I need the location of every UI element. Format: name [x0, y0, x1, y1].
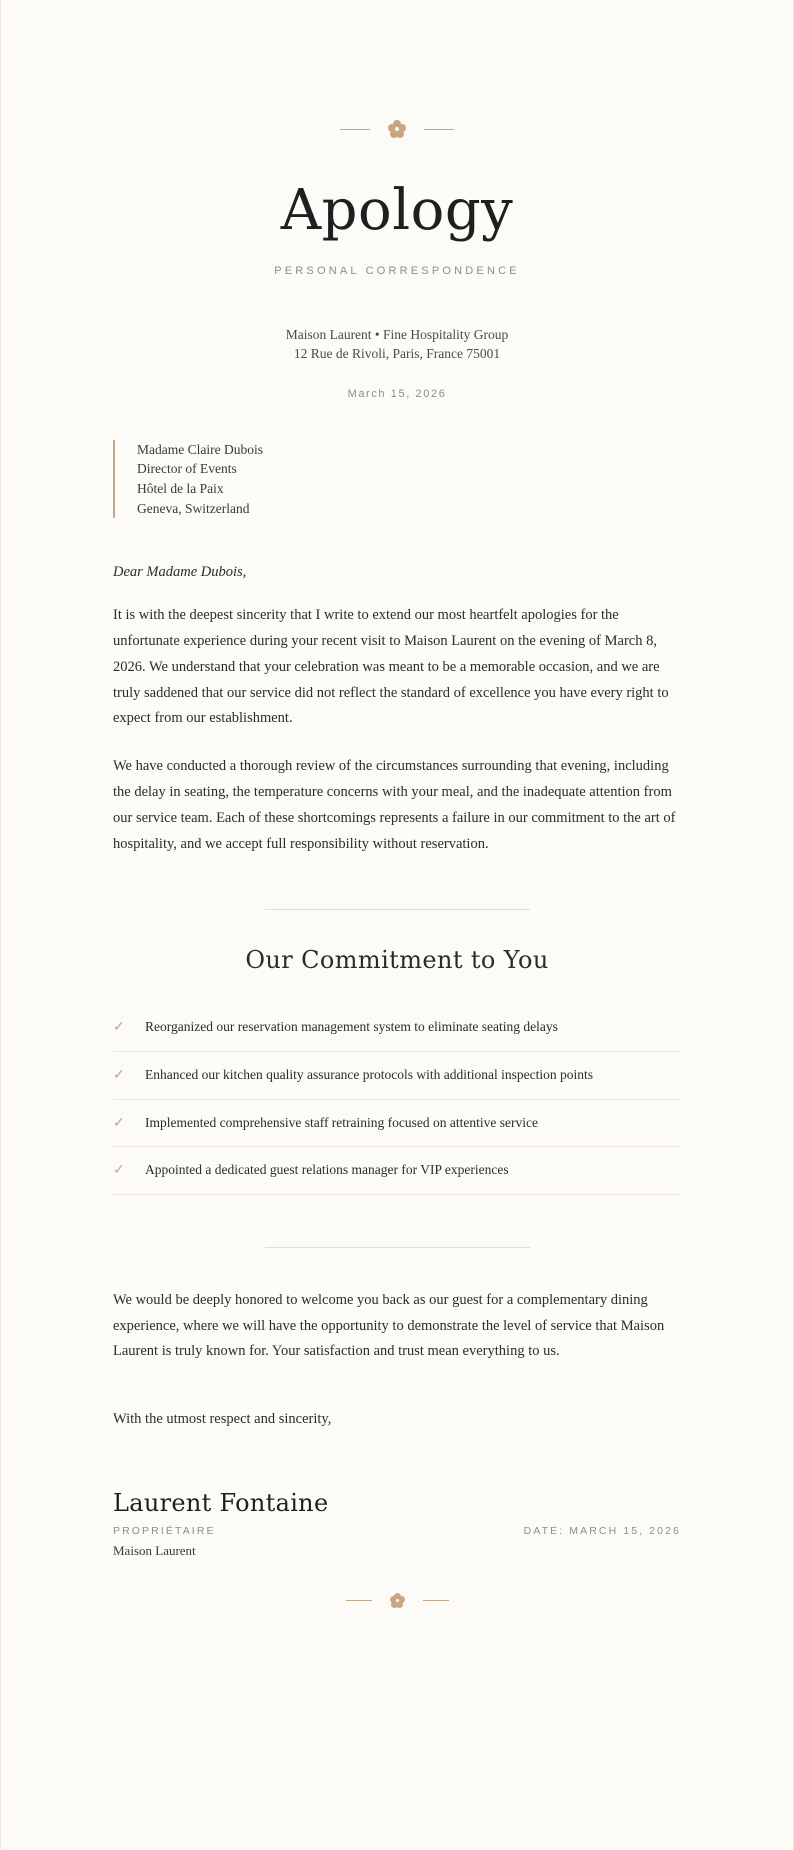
page-subtitle: PERSONAL CORRESPONDENCE [274, 264, 520, 277]
signature-block [113, 1489, 681, 1559]
section-divider-bottom [265, 1247, 530, 1248]
flower-icon [390, 1593, 405, 1608]
list-item-label: Implemented comprehensive staff retraining focused on attentive service [145, 1114, 538, 1130]
signature-role: PROPRIÉTAIRE [113, 1524, 216, 1537]
body-paragraph-1: It is with the deepest sincerity that I write to extend our most heartfelt apologies for the unfortunate experience during your recent visit to Maison Laurent on the evening of March 8, 2026. We understand that your celebration was meant to be a memorable occasion, and we are truly saddened that our service did not reflect the standard of excellence you have every right to expect from our establishment. [113, 607, 669, 727]
body-paragraph-2: We have conducted a thorough review of the circumstances surrounding that evening, including the delay in seating, the temperature concerns with your meal, and the inadequate attention from our service team. Each of these shortcomings represents a failure in our commitment to the art of hospitality, and we accept full responsibility without reservation. [113, 758, 676, 852]
sender-company: Maison Laurent • Fine Hospitality Group [285, 326, 509, 342]
recipient-block [113, 440, 681, 518]
list-item [113, 1004, 681, 1052]
signature-company: Maison Laurent [113, 1542, 196, 1558]
ornament-rule-left [340, 129, 370, 130]
recipient-name: Madame Claire Dubois [137, 441, 263, 457]
list-item-label: Enhanced our kitchen quality assurance protocols with additional inspection points [145, 1066, 594, 1082]
sender-block [113, 325, 681, 364]
check-icon: ✓ [113, 1115, 125, 1131]
sender-address: 12 Rue de Rivoli, Paris, France 75001 [293, 346, 501, 362]
salutation: Dear Madame Dubois, [113, 564, 247, 581]
check-icon: ✓ [113, 1163, 125, 1179]
list-item-label: Appointed a dedicated guest relations manager for VIP experiences [145, 1162, 509, 1178]
check-icon: ✓ [113, 1020, 125, 1036]
commitments-heading: Our Commitment to You [245, 946, 549, 975]
recipient-role: Director of Events [137, 461, 237, 477]
flower-icon [388, 120, 406, 138]
ornament-rule-right [423, 1600, 449, 1601]
commitments-list [113, 1004, 681, 1194]
signature-name: Laurent Fontaine [113, 1488, 329, 1517]
signature-meta [113, 1525, 681, 1537]
header-ornament [113, 0, 681, 138]
check-icon: ✓ [113, 1067, 125, 1083]
signature-date: DATE: MARCH 15, 2026 [523, 1524, 681, 1537]
section-divider-top [265, 909, 530, 910]
list-item [113, 1100, 681, 1148]
closing-paragraph: We would be deeply honored to welcome you back as our guest for a complementary dining experience, where we will have the opportunity to demonstrate the level of service that Maison Laurent is truly known for. Your satisfaction and trust mean everything to us. [113, 1291, 665, 1360]
ornament-rule-right [424, 129, 454, 130]
recipient-organization: Hôtel de la Paix [137, 481, 224, 497]
list-item [113, 1052, 681, 1100]
footer-ornament [113, 1559, 681, 1728]
list-item-label: Reorganized our reservation management system to eliminate seating delays [145, 1019, 558, 1035]
letter-date: March 15, 2026 [347, 387, 447, 400]
page-title: Apology [280, 178, 514, 243]
ornament-rule-left [346, 1600, 372, 1601]
recipient-location: Geneva, Switzerland [137, 500, 250, 516]
list-item [113, 1147, 681, 1195]
valediction: With the utmost respect and sincerity, [113, 1411, 332, 1428]
